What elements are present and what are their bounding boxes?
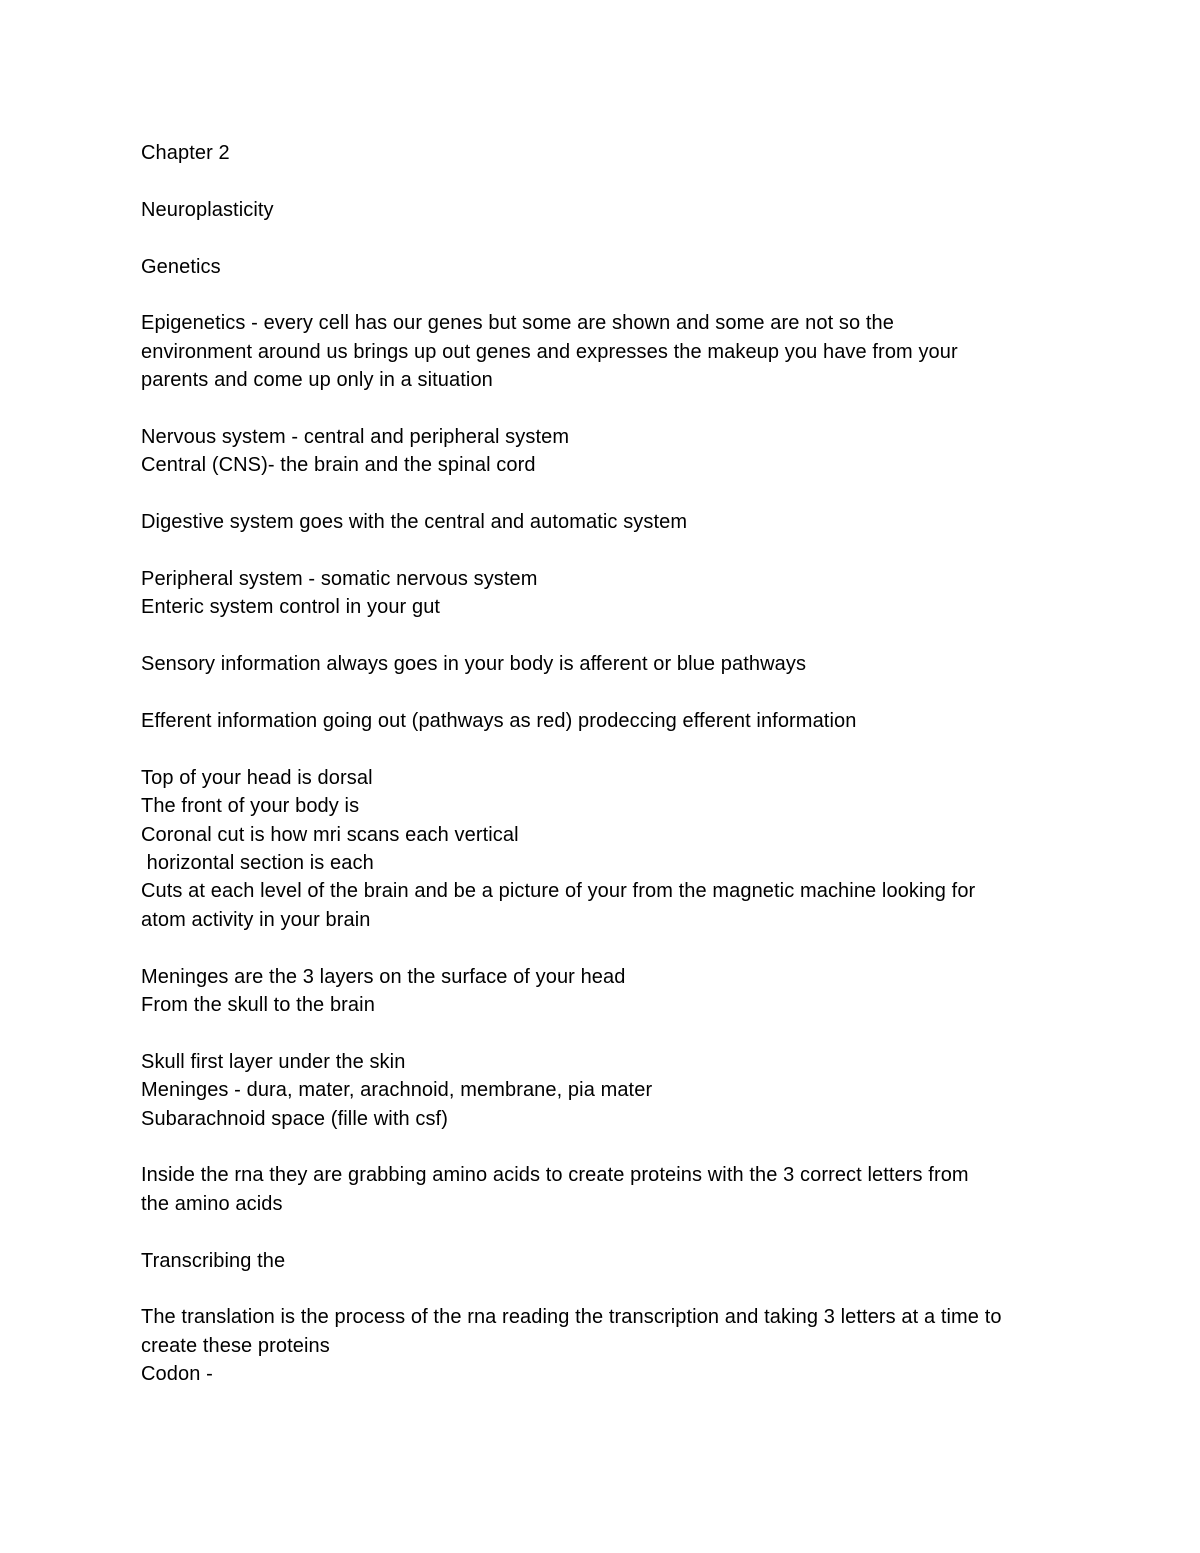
text-line: Enteric system control in your gut [141,596,441,619]
text-line: Nervous system - central and peripheral system [141,426,570,448]
text-line: Transcribing the [141,1249,286,1272]
text-line: environment around us brings up out genes and expresses the makeup you have from your [141,340,958,363]
paragraph-anatomy-orientation [141,764,1071,934]
paragraph-meninges-layers [141,1048,1071,1133]
text-line: Codon - [141,1363,213,1386]
paragraph-rna-amino-acids [141,1161,1071,1218]
text-line: Meninges are the 3 layers on the surface of your head [141,965,626,988]
text-line: Subarachnoid space (fille with csf) [141,1107,448,1130]
heading-neuroplasticity [141,196,1071,224]
text-line: Digestive system goes with the central and automatic system [141,511,688,534]
text-line: Peripheral system - somatic nervous system [141,568,538,590]
text-line: Neuroplasticity [141,198,274,221]
text-line: Chapter 2 [141,142,230,164]
text-line: the amino acids [141,1192,283,1215]
text-line: atom activity in your brain [141,908,371,931]
paragraph-meninges-overview [141,963,1071,1020]
paragraph-translation [141,1303,1071,1388]
heading-chapter [141,139,1071,167]
text-line: create these proteins [141,1334,330,1357]
paragraph-efferent-information [141,707,1071,735]
text-line: Epigenetics - every cell has our genes but some are shown and some are not so the [141,312,894,335]
text-line: Genetics [141,255,221,278]
text-line: horizontal section is each [141,852,374,875]
paragraph-peripheral-system [141,565,1071,622]
text-line: Central (CNS)- the brain and the spinal cord [141,454,536,477]
text-line: Top of your head is dorsal [141,766,373,789]
text-line: Meninges - dura, mater, arachnoid, membrane, pia mater [141,1079,653,1102]
text-line: Coronal cut is how mri scans each vertical [141,823,519,846]
text-line: Skull first layer under the skin [141,1050,406,1073]
text-line: The front of your body is [141,795,360,818]
text-line: The translation is the process of the rna reading the transcription and taking 3 letters at a time to [141,1306,1002,1329]
text-line: parents and come up only in a situation [141,369,493,392]
paragraph-sensory-information [141,650,1071,678]
paragraph-epigenetics [141,309,1071,394]
text-line: Efferent information going out (pathways as red) prodeccing efferent information [141,710,857,732]
text-line: Sensory information always goes in your body is afferent or blue pathways [141,653,807,676]
document-body [141,139,1071,1417]
text-line: Cuts at each level of the brain and be a picture of your from the magnetic machine looking for [141,880,976,903]
paragraph-nervous-system [141,423,1071,480]
heading-genetics [141,253,1071,281]
paragraph-transcribing [141,1247,1071,1275]
text-line: From the skull to the brain [141,994,375,1017]
text-line: Inside the rna they are grabbing amino acids to create proteins with the 3 correct letters from [141,1164,969,1187]
paragraph-digestive-system [141,508,1071,536]
